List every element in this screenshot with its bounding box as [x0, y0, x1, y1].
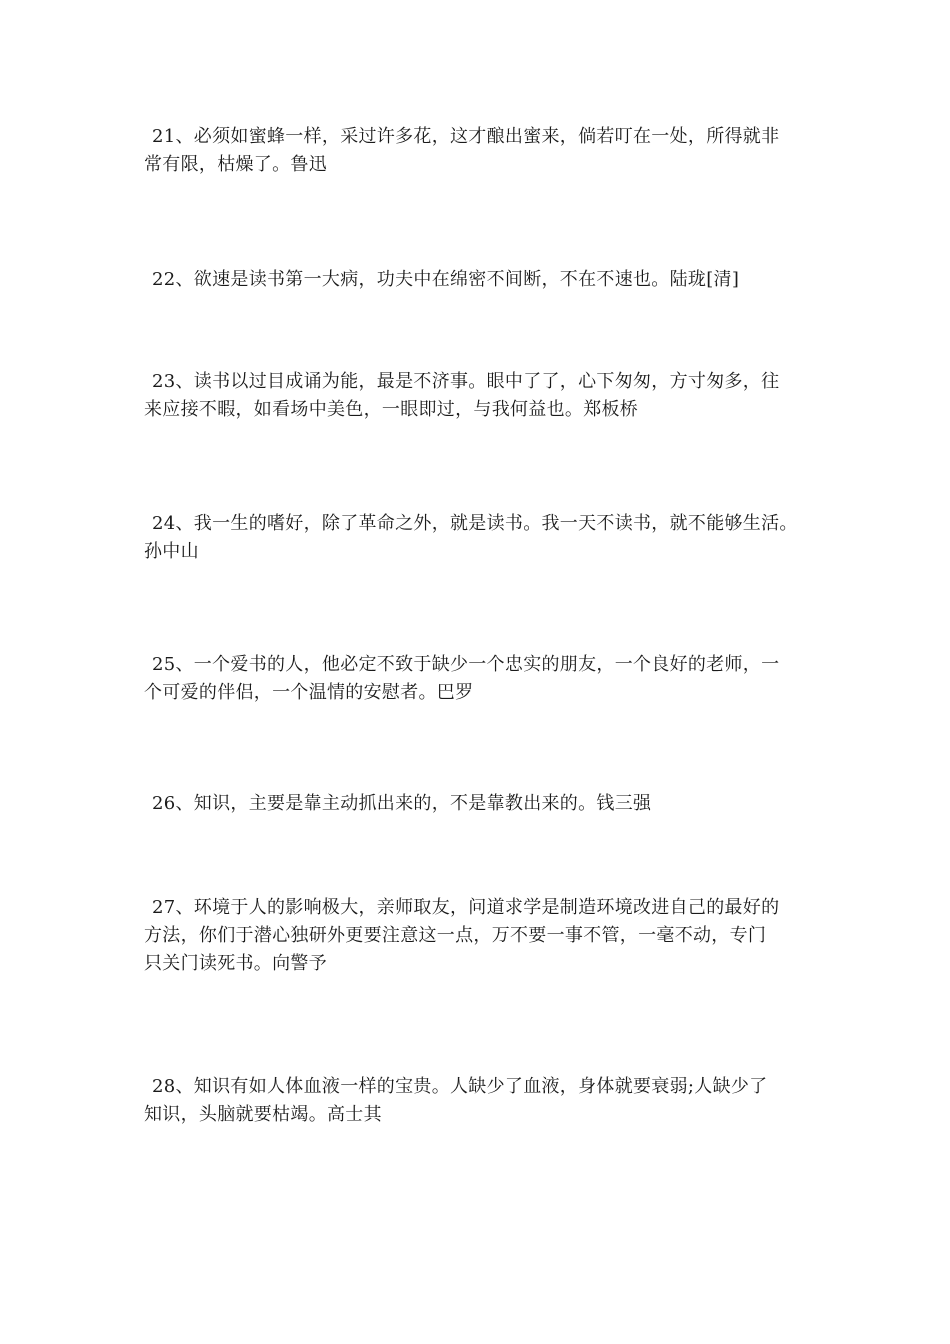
quote-line: 孙中山 — [144, 541, 199, 562]
quote-28 — [144, 1073, 824, 1129]
quote-line: 方法，你们于潜心独研外更要注意这一点，万不要一事不管，一毫不动，专门 — [144, 925, 767, 946]
quote-24 — [144, 510, 824, 566]
quote-line: 知识，头脑就要枯竭。高士其 — [144, 1104, 382, 1125]
quote-line: 26、知识，主要是靠主动抓出来的，不是靠教出来的。钱三强 — [152, 793, 652, 814]
quote-21 — [144, 123, 824, 179]
quote-line: 25、一个爱书的人，他必定不致于缺少一个忠实的朋友，一个良好的老师，一 — [152, 654, 780, 675]
quote-line: 常有限，枯燥了。鲁迅 — [144, 154, 327, 175]
quote-23 — [144, 368, 824, 424]
quote-line: 只关门读死书。向警予 — [144, 953, 327, 974]
quote-line: 22、欲速是读书第一大病，功夫中在绵密不间断，不在不速也。陆珑[清] — [152, 269, 740, 290]
quote-line: 27、环境于人的影响极大，亲师取友，问道求学是制造环境改进自己的最好的 — [152, 897, 780, 918]
quote-line: 23、读书以过目成诵为能，最是不济事。眼中了了，心下匆匆，方寸匆多，往 — [152, 371, 780, 392]
quote-line: 来应接不暇，如看场中美色，一眼即过，与我何益也。郑板桥 — [144, 399, 639, 420]
quote-25 — [144, 651, 824, 707]
quote-line: 个可爱的伴侣，一个温情的安慰者。巴罗 — [144, 682, 474, 703]
quote-26 — [144, 790, 824, 818]
quote-line: 21、必须如蜜蜂一样，采过许多花，这才酿出蜜来，倘若叮在一处，所得就非 — [152, 126, 780, 147]
quote-line: 28、知识有如人体血液一样的宝贵。人缺少了血液，身体就要衰弱;人缺少了 — [152, 1076, 768, 1097]
quote-line: 24、我一生的嗜好，除了革命之外，就是读书。我一天不读书，就不能够生活。 — [152, 513, 798, 534]
quote-27 — [144, 894, 824, 978]
quote-22 — [144, 266, 824, 294]
